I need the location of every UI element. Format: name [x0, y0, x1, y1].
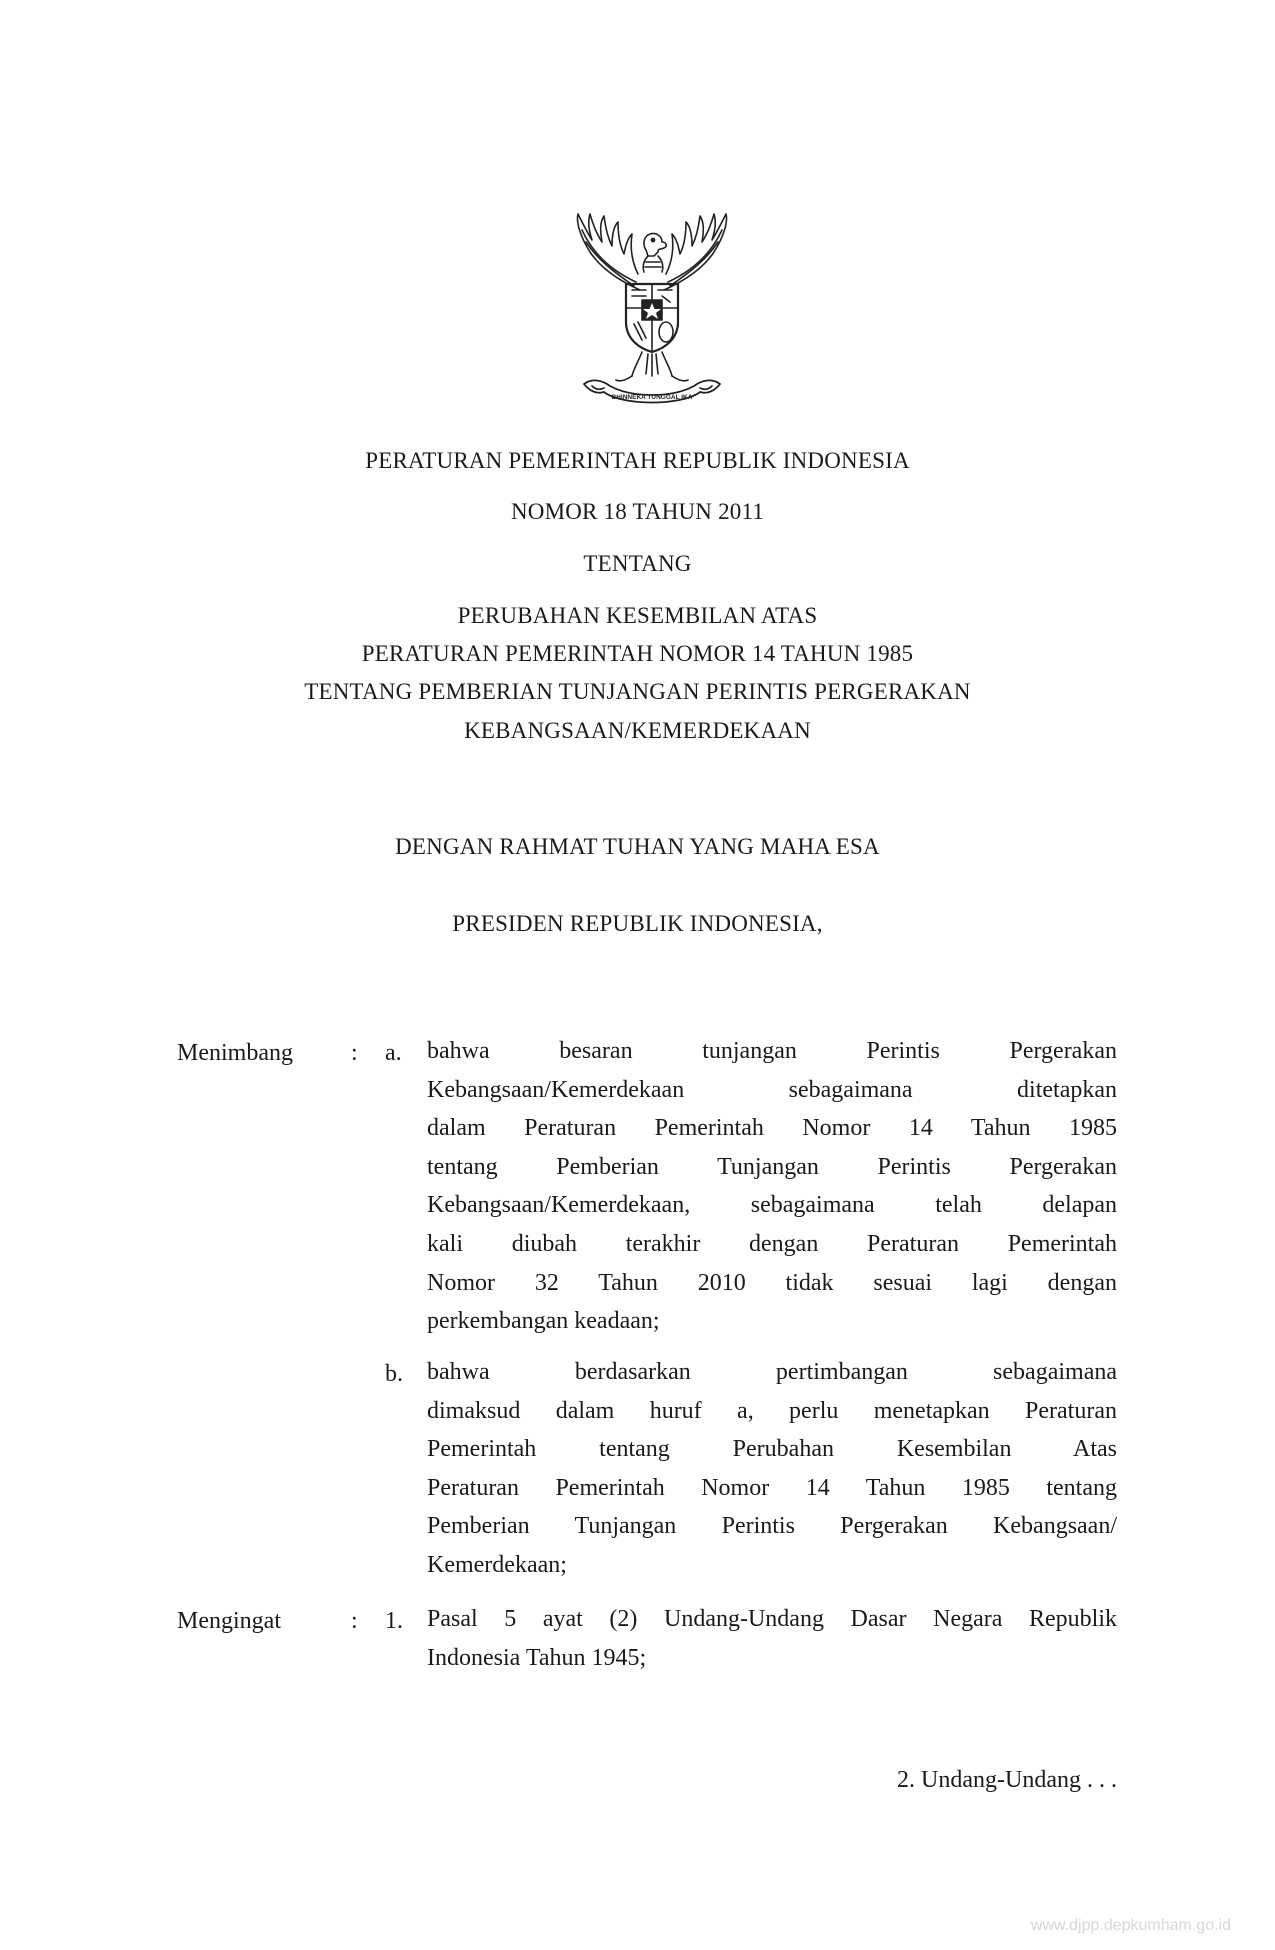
paragraph-line: dalam Peraturan Pemerintah Nomor 14 Tahun 1985 — [427, 1115, 1117, 1142]
regulation-number: NOMOR 18 TAHUN 2011 — [510, 499, 765, 524]
paragraph-line: tentang Pemberian Tunjangan Perintis Pergerakan — [427, 1153, 1117, 1180]
mengingat-item-1 — [427, 1600, 1117, 1677]
paragraph-line: Pemerintah tentang Perubahan Kesembilan Atas — [427, 1436, 1117, 1463]
paragraph-line: dimaksud dalam huruf a, perlu menetapkan Peraturan — [427, 1397, 1117, 1424]
paragraph-line: Pemberian Tunjangan Perintis Pergerakan Kebangsaan/ — [427, 1513, 1117, 1540]
paragraph-line: Pasal 5 ayat (2) Undang-Undang Dasar Negara Republik — [427, 1606, 1117, 1632]
paragraph-line: Peraturan Pemerintah Nomor 14 Tahun 1985 tentang — [427, 1474, 1117, 1501]
paragraph-line: Kemerdekaan; — [427, 1551, 567, 1578]
president-line: PRESIDEN REPUBLIK INDONESIA, — [452, 911, 823, 936]
regulation-tentang: TENTANG — [583, 551, 692, 576]
item-marker-b: b. — [385, 1361, 403, 1387]
item-marker-1: 1. — [385, 1608, 403, 1634]
subject-line: PERUBAHAN KESEMBILAN ATAS — [457, 603, 818, 628]
subject-line: PERATURAN PEMERINTAH NOMOR 14 TAHUN 1985 — [361, 641, 914, 666]
next-page-cue: 2. Undang-Undang . . . — [897, 1767, 1117, 1793]
subject-line: TENTANG PEMBERIAN TUNJANGAN PERINTIS PERGERAKAN — [304, 679, 971, 704]
menimbang-item-a — [427, 1032, 1117, 1341]
invocation-line: DENGAN RAHMAT TUHAN YANG MAHA ESA — [395, 834, 880, 859]
paragraph-line: Nomor 32 Tahun 2010 tidak sesuai lagi dengan — [427, 1269, 1117, 1296]
paragraph-line: bahwa besaran tunjangan Perintis Pergerakan — [427, 1038, 1117, 1064]
paragraph-line: perkembangan keadaan; — [427, 1308, 660, 1335]
garuda-emblem-icon — [562, 212, 742, 417]
subject-line: KEBANGSAAN/KEMERDEKAAN — [464, 718, 811, 743]
paragraph-line: Indonesia Tahun 1945; — [427, 1644, 647, 1671]
regulation-title: PERATURAN PEMERINTAH REPUBLIK INDONESIA — [365, 448, 910, 473]
item-marker-a: a. — [385, 1040, 402, 1066]
menimbang-item-b — [427, 1353, 1117, 1585]
paragraph-line: Kebangsaan/Kemerdekaan, sebagaimana telah delapan — [427, 1192, 1117, 1219]
menimbang-label: Menimbang — [177, 1040, 293, 1066]
paragraph-line: kali diubah terakhir dengan Peraturan Pemerintah — [427, 1230, 1117, 1257]
paragraph-line: Kebangsaan/Kemerdekaan sebagaimana ditetapkan — [427, 1076, 1117, 1103]
mengingat-label: Mengingat — [177, 1608, 281, 1634]
paragraph-line: bahwa berdasarkan pertimbangan sebagaimana — [427, 1359, 1117, 1385]
emblem-motto: BHINNEKA TUNGGAL IKA — [611, 394, 693, 401]
menimbang-colon: : — [351, 1040, 358, 1066]
mengingat-colon: : — [351, 1608, 358, 1634]
source-watermark: www.djpp.depkumham.go.id — [1030, 1917, 1231, 1934]
